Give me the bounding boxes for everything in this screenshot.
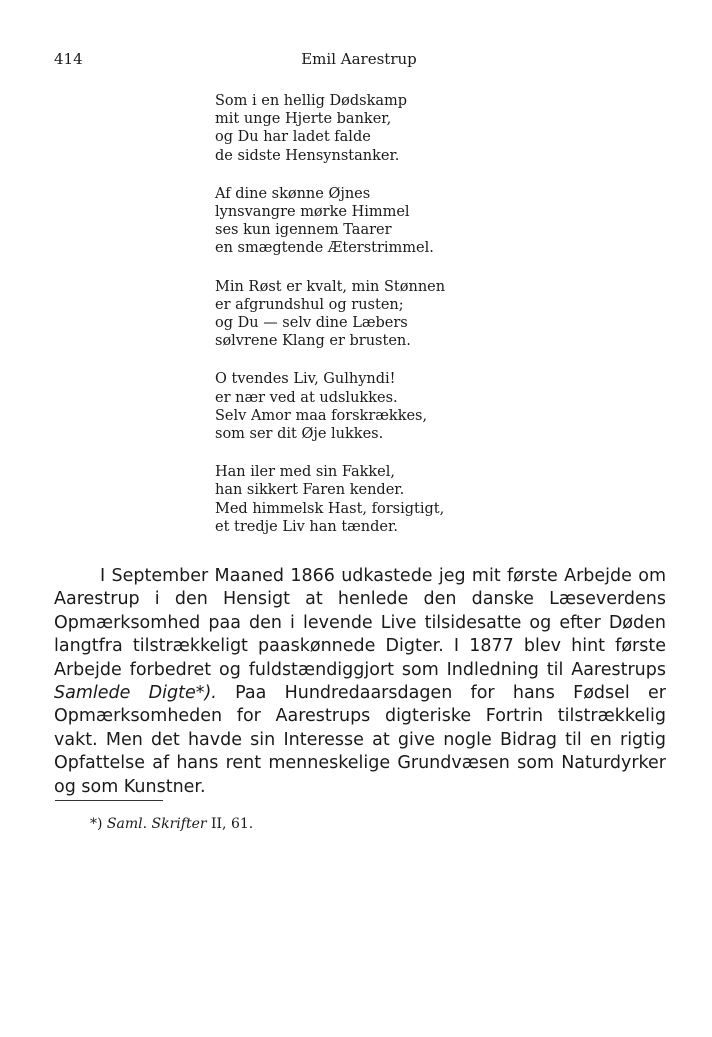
paragraph-text-2: Paa Hundredaarsdagen for hans Fødsel er Opmærksomheden for Aarestrups digteriske Fortrin tilstrækkelig vakt. Men det havde sin Interesse at give nogle Bidrag til en rigtig Opfattelse af hans rent menneskelige Grundvæsen som Naturdyrker og som Kunstner. — [54, 683, 666, 797]
paragraph-text-1: I September Maaned 1866 udkastede jeg mit første Arbejde om Aarestrup i den Hensigt at henlede den danske Læseverdens Opmærksomhed paa den i levende Live tilsidesatte og efter Døden langtfra tilstrækkeligt paaskønnede Digter. I 1877 blev hint første Arbejde forbedret og fuldstændiggjort som Indledning til Aarestrups — [54, 566, 666, 680]
poem — [215, 92, 515, 556]
footnote-rule — [55, 800, 163, 801]
footnote-marker: *) — [90, 816, 103, 832]
poem-line: ses kun igennem Taarer — [215, 222, 392, 239]
poem-line: O tvendes Liv, Gulhyndi! — [215, 371, 396, 388]
poem-line: han sikkert Faren kender. — [215, 482, 405, 499]
poem-line: er nær ved at udslukkes. — [215, 389, 398, 406]
running-title: Emil Aarestrup — [301, 50, 417, 68]
paragraph — [54, 565, 666, 799]
poem-line: Med himmelsk Hast, forsigtigt, — [215, 500, 445, 517]
page-header — [54, 50, 664, 72]
poem-line: og Du — selv dine Læbers — [215, 315, 408, 332]
poem-line: Som i en hellig Dødskamp — [215, 93, 408, 109]
stanza-3 — [215, 278, 515, 351]
page-number: 414 — [54, 50, 83, 68]
poem-line: de sidste Hensynstanker. — [215, 147, 400, 164]
stanza-5 — [215, 463, 515, 536]
poem-line: Selv Amor maa forskrækkes, — [215, 407, 428, 424]
footnote-reference: II, 61. — [211, 816, 254, 832]
poem-line: et tredje Liv han tænder. — [215, 518, 398, 535]
poem-line: mit unge Hjerte banker, — [215, 111, 392, 128]
footnote — [90, 816, 253, 832]
stanza-4 — [215, 370, 515, 443]
book-title-italic: Samlede Digte*). — [54, 683, 217, 704]
poem-line: en smægtende Æterstrimmel. — [215, 240, 434, 257]
footnote-title: Saml. Skrifter — [106, 816, 207, 832]
stanza-2 — [215, 185, 515, 258]
poem-line: lynsvangre mørke Himmel — [215, 204, 410, 221]
poem-line: Af dine skønne Øjnes — [215, 185, 371, 202]
poem-line: og Du har ladet falde — [215, 129, 371, 146]
poem-line: Han iler med sin Fakkel, — [215, 464, 396, 481]
poem-line: er afgrundshul og rusten; — [215, 296, 404, 313]
poem-line: Min Røst er kvalt, min Stønnen — [215, 278, 446, 295]
poem-line: sølvrene Klang er brusten. — [215, 333, 411, 350]
poem-line: som ser dit Øje lukkes. — [215, 426, 384, 443]
stanza-1 — [215, 92, 515, 165]
body-text — [54, 565, 666, 799]
